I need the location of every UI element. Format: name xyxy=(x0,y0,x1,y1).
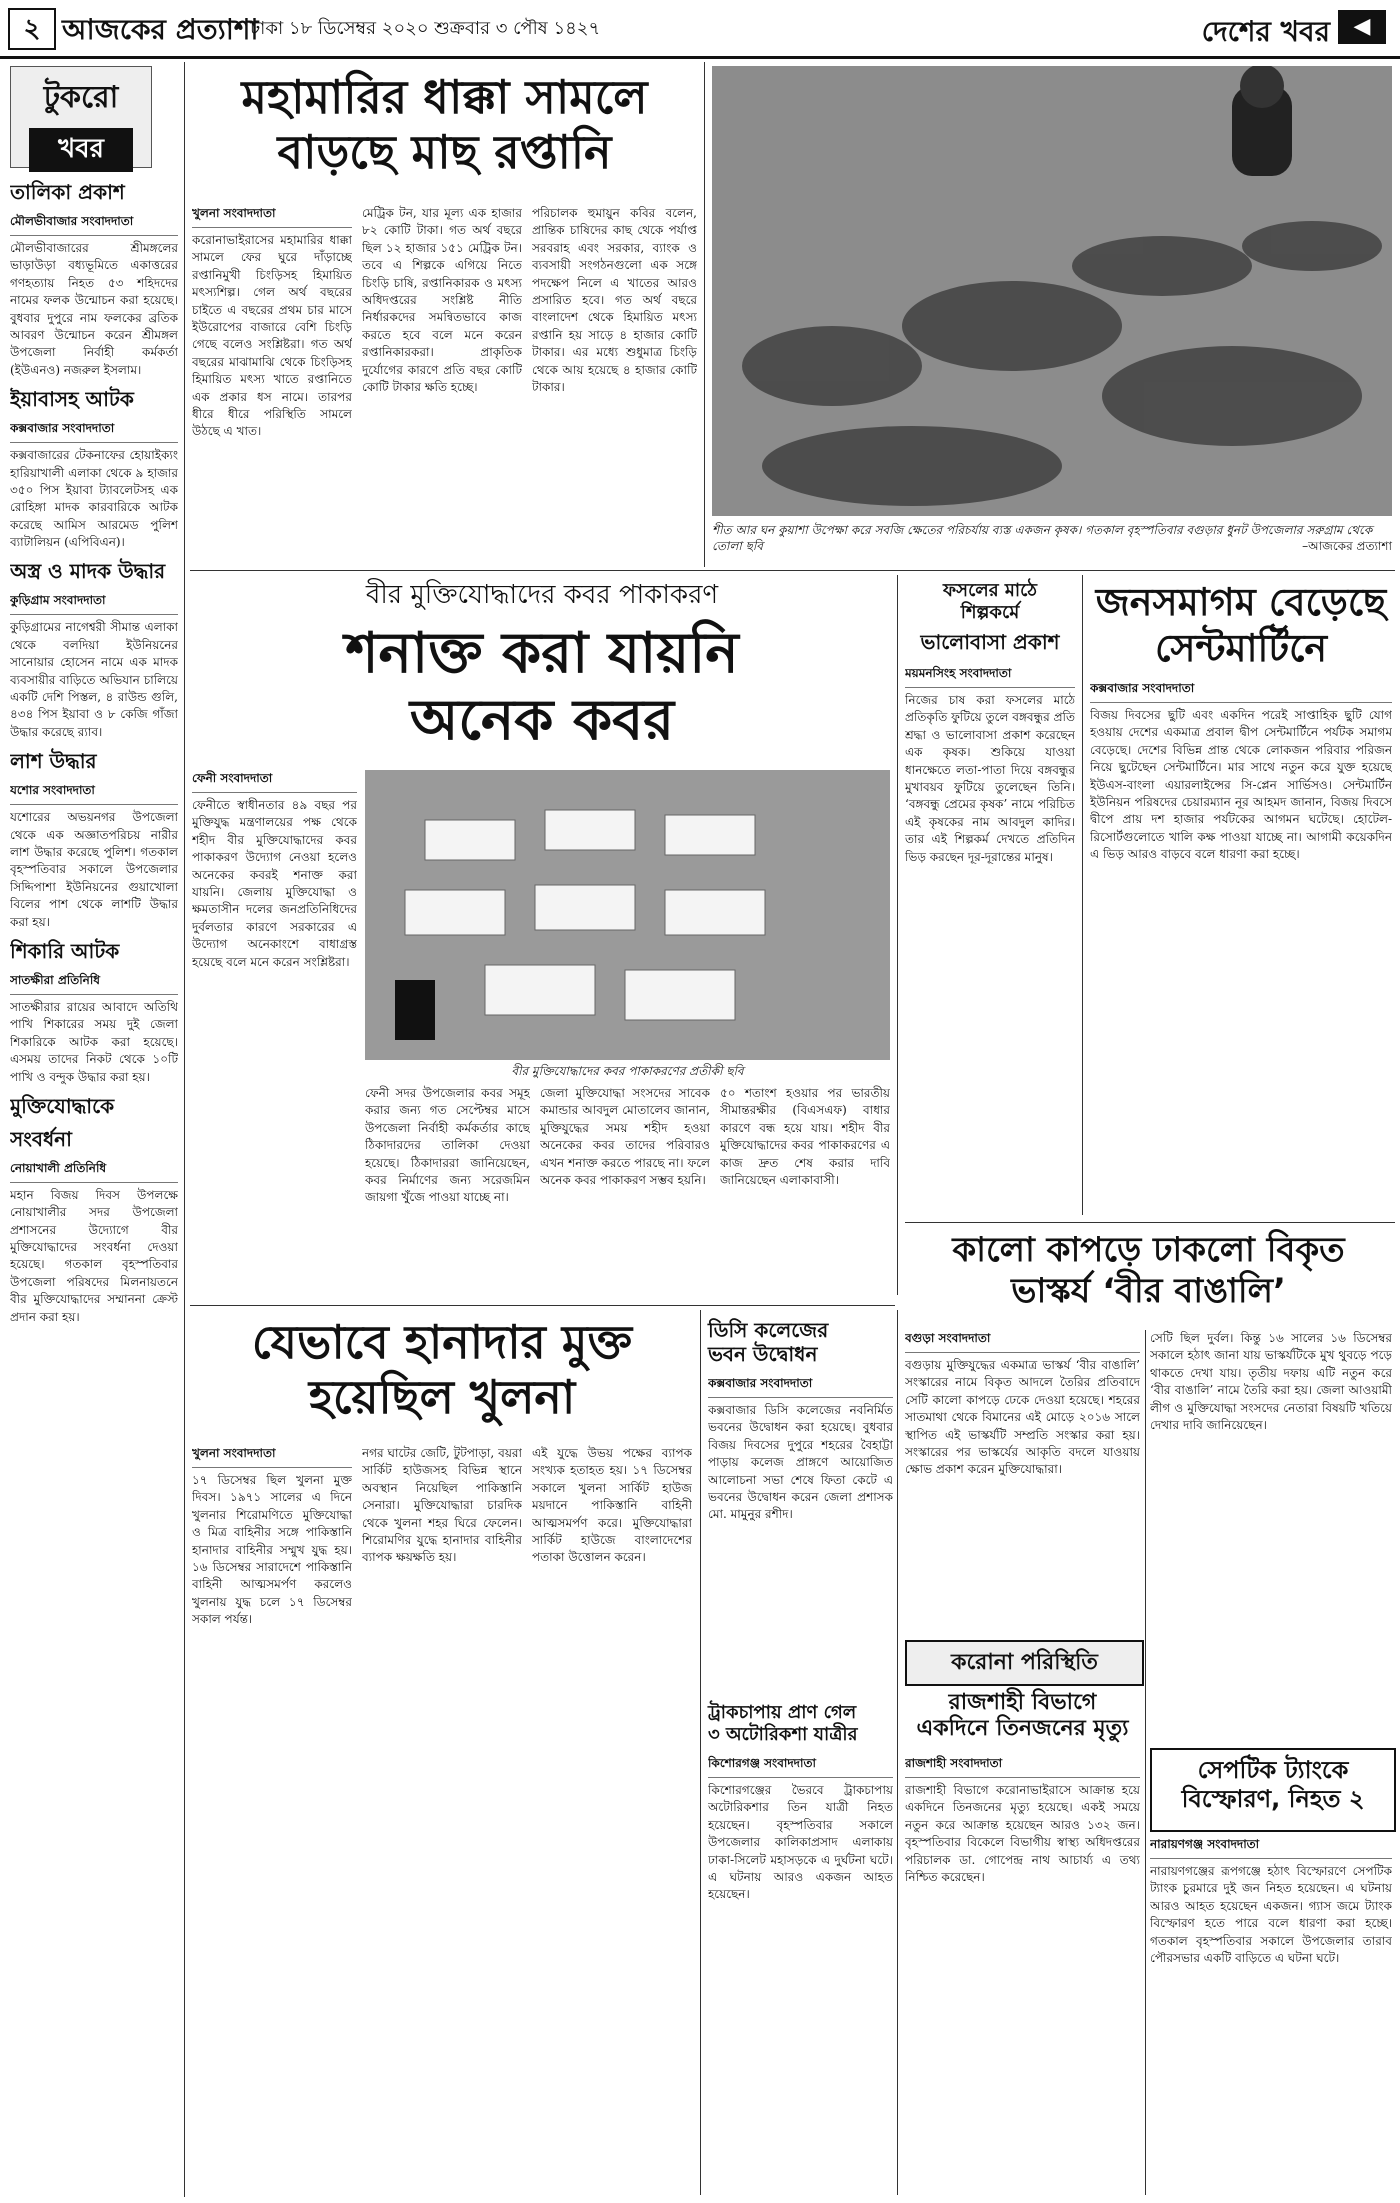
sidebar-news-column xyxy=(10,172,178,2197)
graves-col-1 xyxy=(192,770,357,1300)
sidebar-item-byline: যশোর সংবাদদাতা xyxy=(10,782,178,805)
art-kicker-line1: ফসলের মাঠে xyxy=(943,580,1037,601)
sidebar-item-body: মহান বিজয় দিবস উপলক্ষে নোয়াখালীর সদর উপজেলা প্রশাসনের উদ্যোগে বীর মুক্তিযোদ্ধাদের সংবর্ধনা দেওয়া হয়েছে। গতকাল বৃহস্পতিবার উপজেলা পরিষদের মিলনায়তনে বীর মুক্তিযোদ্ধাদের সম্মাননা ক্রেস্ট প্রদান করা হয়। xyxy=(10,1187,178,1324)
septic-body-column xyxy=(1150,1836,1392,2196)
fish-col-3 xyxy=(532,205,697,560)
bangali-col-1 xyxy=(905,1330,1140,1630)
sidebar-item xyxy=(10,557,178,741)
graves-col-3 xyxy=(540,1085,710,1300)
sidebar-item xyxy=(10,385,178,551)
martin-body: বিজয় দিবসের ছুটি এবং একদিন পরেই সাপ্তাহিক ছুটি যোগ হওয়ায় দেশের একমাত্র প্রবাল দ্বীপ সেন্টমার্টিনে পর্যটক সমাগম বেড়েছে। দেশের বিভিন্ন প্রান্ত থেকে লোকজন পরিবার পরিজন নিয়ে ছুটেছেন সেন্টমার্টিনে। মার সাথে নতুন করে যুক্ত হয়েছে ইউএস-বাংলা এয়ারলাইন্সের সি-প্লেন সার্ভিসও। সেন্টমার্টিন ইউনিয়ন পরিষদের চেয়ারম্যান নূর আহমদ জানান, বিজয় দিবসে দ্বীপে প্রায় দশ হাজার পর্যটকের আগমন ঘটেছে। হোটেল-রিসোর্টগুলোতে খালি কক্ষ পাওয়া যাচ্ছে না। আগামী কয়েকদিন এ ভিড় আরও বাড়বে বলে ধারণা করা হচ্ছে। xyxy=(1090,708,1392,862)
sidebar-item xyxy=(10,747,178,931)
sidebar-item-byline: কুড়িগ্রাম সংবাদদাতা xyxy=(10,592,178,615)
corona-headline-line2: একদিনে তিনজনের মৃত্যু xyxy=(916,1716,1129,1742)
tractor-headline-line1: ট্রাকচাপায় প্রাণ গেল xyxy=(708,1702,857,1723)
bangali-byline: বগুড়া সংবাদদাতা xyxy=(905,1330,1140,1353)
sidebar-item xyxy=(10,1092,178,1326)
sidebar-item-title: মুক্তিযোদ্ধাকে সংবর্ধনা xyxy=(10,1093,115,1151)
graves-headline-line1: শনাক্ত করা যায়নি xyxy=(345,621,739,686)
sidebar-item-title: শিকারি আটক xyxy=(10,938,120,963)
sidebar-item xyxy=(10,178,178,379)
dateline: ঢাকা ১৮ ডিসেম্বর ২০২০ শুক্রবার ৩ পৌষ ১৪২৭ xyxy=(250,18,601,39)
khulna-col-3 xyxy=(532,1445,692,2195)
column-divider xyxy=(700,1310,701,2195)
bangali-body-2: সেটি ছিল দুর্বল। কিন্তু ১৬ সালের ১৬ ডিসেম্বর সকালে হঠাৎ জানা যায় ভাস্কর্যটিকে মুখ থুবড়ে পড়ে থাকতে দেখা যায়। তৃতীয় দফায় এটি নতুন করে ‘বীর বাঙালি’ নামে তৈরি করা হয়। জেলা আওয়ামী লীগ ও মুক্তিযোদ্ধা সংসদের নেতারা বিষয়টি খতিয়ে দেখার দাবি জানিয়েছেন। xyxy=(1150,1331,1392,1432)
sidebar-item-body: মৌলভীবাজারের শ্রীমঙ্গলের ভাড়াউড়া বধ্যভূমিতে একাত্তরের গণহত্যায় নিহত ৫৩ শহিদদের নামের ফলক উন্মোচন করা হয়েছে। বুধবার দুপুরে নাম ফলকের ব্রতিক আবরণ উন্মোচন করেন শ্রীমঙ্গল উপজেলা নির্বাহী কর্মকর্তা (ইউএনও) নজরুল ইসলাম। xyxy=(10,241,178,377)
khulna-body-1: ১৭ ডিসেম্বর ছিল খুলনা মুক্ত দিবস। ১৯৭১ সালের এ দিনে খুলনার শিরোমণিতে মুক্তিযোদ্ধা ও মিত্র বাহিনীর সঙ্গে পাকিস্তানি হানাদার বাহিনীর সম্মুখ যুদ্ধ হয়। ১৬ ডিসেম্বর সারাদেশে পাকিস্তানি বাহিনী আত্মসমর্পণ করলেও খুলনায় যুদ্ধ চলে ১৭ ডিসেম্বর সকাল পর্যন্ত। xyxy=(192,1473,352,1627)
graves-col-4 xyxy=(720,1085,890,1300)
section-divider xyxy=(190,570,1395,571)
fish-headline-line1: মহামারির ধাক্কা সামলে xyxy=(241,70,648,124)
khulna-body-2: নগর ঘাটের জেটি, টুটপাড়া, বয়রা সার্কিট হাউজসহ বিভিন্ন স্থানে অবস্থান নিয়েছিল পাকিস্তানি সেনারা। মুক্তিযোদ্ধারা চারদিক থেকে খুলনা শহর ঘিরে ফেলেন। শিরোমণির যুদ্ধে হানাদার বাহিনীর ব্যাপক ক্ষয়ক্ষতি হয়। xyxy=(362,1446,522,1565)
bangali-col-2 xyxy=(1150,1330,1392,1740)
fish-byline: খুলনা সংবাদদাতা xyxy=(192,205,352,228)
column-divider xyxy=(704,62,705,567)
fish-body-3: পরিচালক হুমায়ুন কবির বলেন, প্রান্তিক চাষিদের কাছ থেকে পর্যাপ্ত সরবরাহ এবং সরকার, ব্যাংক ও ব্যবসায়ী সংগঠনগুলো এক সঙ্গে পদক্ষেপ নিলে এ খাতের আরও প্রসারিত হবে। গত অর্থ বছরে বাংলাদেশ থেকে হিমায়িত মৎস্য রপ্তানি হয় সাড়ে ৪ হাজার কোটি টাকার। এর মধ্যে শুধুমাত্র চিংড়ি থেকে আয় হয়েছে ৪ হাজার কোটি টাকার। xyxy=(532,206,697,394)
sidebar-item-byline: নোয়াখালী প্রতিনিধি xyxy=(10,1160,178,1183)
sidebar-item-body: যশোরের অভয়নগর উপজেলা থেকে এক অজ্ঞাতপরিচয় নারীর লাশ উদ্ধার করেছে পুলিশ। গতকাল বৃহস্পতিবার সকালে উপজেলার সিদ্দিপাশা ইউনিয়নের গুয়াখোলা বিলের পাশ থেকে লাশটি উদ্ধার করা হয়। xyxy=(10,810,178,929)
college-headline-line2: ভবন উদ্বোধন xyxy=(708,1342,818,1366)
graves-kicker: বীর মুক্তিযোদ্ধাদের কবর পাকাকরণ xyxy=(365,580,719,610)
graves-byline: ফেনী সংবাদদাতা xyxy=(192,770,357,793)
tractor-body-column xyxy=(708,1755,893,2195)
martin-body-column xyxy=(1090,680,1392,1215)
sidebar-item-title: ইয়াবাসহ আটক xyxy=(10,387,134,412)
bangali-headline-line2: ভাস্কর্য ‘বীর বাঙালি’ xyxy=(1011,1270,1286,1311)
tractor-byline: কিশোরগঞ্জ সংবাদদাতা xyxy=(708,1755,893,1778)
tukro-khobor-logo xyxy=(10,66,152,168)
column-divider xyxy=(1082,575,1083,1215)
corona-byline: রাজশাহী সংবাদদাতা xyxy=(905,1755,1140,1778)
sidebar-item-title: তালিকা প্রকাশ xyxy=(10,180,125,204)
corona-headline xyxy=(905,1690,1140,1743)
tractor-headline xyxy=(708,1702,893,1745)
tractor-body: কিশোরগঞ্জের ভৈরবে ট্রাকচাপায় অটোরিকশার তিন যাত্রী নিহত হয়েছেন। বৃহস্পতিবার সকালে উপজেলার কালিকাপ্রসাদ এলাকায় ঢাকা-সিলেট মহাসড়কে এ দুর্ঘটনা ঘটে। এ ঘটনায় আরও একজন আহত হয়েছেন। xyxy=(708,1783,893,1902)
college-body-column xyxy=(708,1375,893,1695)
corona-banner-box xyxy=(905,1640,1144,1686)
martin-headline-line1: জনসমাগম বেড়েছে xyxy=(1095,580,1387,624)
column-divider xyxy=(184,62,185,2197)
sidebar-item-byline: কক্সবাজার সংবাদদাতা xyxy=(10,420,178,443)
corona-banner: করোনা পরিস্থিতি xyxy=(951,1650,1098,1675)
tractor-headline-line2: ৩ অটোরিকশা যাত্রীর xyxy=(708,1723,858,1745)
art-body-column xyxy=(905,665,1075,1240)
graves-photo xyxy=(365,770,890,1060)
graves-headline-line2: অনেক কবর xyxy=(409,688,675,754)
sidebar-item-body: কক্সবাজারের টেকনাফের হোয়াইক্যং হারিয়াখালী এলাকা থেকে ৯ হাজার ৩৫০ পিস ইয়াবা ট্যাবলেটসহ এক রোহিঙ্গা মাদক কারবারিকে আটক করেছে আমিস আরমেড পুলিশ ব্যাটালিয়ন (এপিবিএন)। xyxy=(10,448,178,550)
graves-body-1: ফেনীতে স্বাধীনতার ৪৯ বছর পর মুক্তিযুদ্ধ মন্ত্রণালয়ের পক্ষ থেকে শহীদ বীর মুক্তিযোদ্ধাদের কবর পাকাকরণ উদ্যোগ নেওয়া হলেও অনেকের কবরই শনাক্ত করা যায়নি। জেলায় মুক্তিযোদ্ধা ও ক্ষমতাসীন দলের জনপ্রতিনিধিদের দুর্বলতার কারণে সরকারের এ উদ্যোগ অনেকাংশে বাধাগ্রস্ত হয়েছে বলে মনে করেন সংশ্লিষ্টরা। xyxy=(192,798,357,969)
column-divider xyxy=(897,575,898,1295)
graves-photo-illustration xyxy=(365,770,890,1060)
martin-headline-line2: সেন্টমার্টিনে xyxy=(1154,625,1328,670)
fish-col-1 xyxy=(192,205,352,560)
farmer-photo xyxy=(712,66,1392,516)
sidebar-item-body: সাতক্ষীরার রায়ের আবাদে অতিথি পাখি শিকারের সময় দুই জেলা শিকারিকে আটক করা হয়েছে। এসময় তাদের নিকট থেকে ১০টি পাখি ও বন্দুক উদ্ধার করা হয়। xyxy=(10,999,178,1084)
martin-headline xyxy=(1090,580,1392,671)
section-arrow-icon: ◀ xyxy=(1338,10,1386,44)
martin-byline: কক্সবাজার সংবাদদাতা xyxy=(1090,680,1392,703)
septic-headline-box xyxy=(1150,1748,1396,1832)
logo-line2: খবর xyxy=(29,128,133,172)
art-kicker-line2: শিল্পকর্মে xyxy=(960,601,1020,623)
sidebar-item-byline: সাতক্ষীরা প্রতিনিধি xyxy=(10,972,178,995)
graves-body-3: জেলা মুক্তিযোদ্ধা সংসদের সাবেক কমান্ডার আবদুল মোতালেব জানান, মুক্তিযুদ্ধের সময় শহীদ হওয়া অনেকের কবর তাদের পরিবারও এখন শনাক্ত করতে পারছে না। ফলে অনেক কবর পাকাকরণ সম্ভব হয়নি। xyxy=(540,1086,710,1187)
page-number: ২ xyxy=(8,8,56,50)
sidebar-item-byline: মৌলভীবাজার সংবাদদাতা xyxy=(10,213,178,236)
farmer-photo-credit: –আজকের প্রত্যাশা xyxy=(1302,539,1392,554)
fish-headline-line2: বাড়ছে মাছ রপ্তানি xyxy=(277,125,612,180)
farmer-photo-caption xyxy=(712,522,1392,554)
khulna-body-3: এই যুদ্ধে উভয় পক্ষের ব্যাপক সংখ্যক হতাহত হয়। ১৭ ডিসেম্বর সকালে খুলনা সার্কিট হাউজ ময়দানে পাকিস্তানি বাহিনী আত্মসমর্পণ করে। মুক্তিযোদ্ধারা সার্কিট হাউজে বাংলাদেশের পতাকা উত্তোলন করেন। xyxy=(532,1446,692,1565)
art-headline: ভালোবাসা প্রকাশ xyxy=(920,630,1060,654)
khulna-col-2 xyxy=(362,1445,522,2195)
farmer-caption-text: শীত আর ঘন কুয়াশা উপেক্ষা করে সবজি ক্ষেতের পরিচর্যায় ব্যস্ত একজন কৃষক। গতকাল বৃহস্পতিবার বগুড়ার ধুনট উপজেলার সরুগ্রাম থেকে তোলা ছবি xyxy=(712,523,1373,554)
septic-body: নারায়ণগঞ্জের রূপগঞ্জে হঠাৎ বিস্ফোরণে সেপটিক ট্যাংক চুরমারে দুই জন নিহত হয়েছেন। এ ঘটনায় আরও আহত হয়েছেন একজন। গ্যাস জমে ট্যাংক বিস্ফোরণ হতে পারে বলে ধারণা করা হচ্ছে। গতকাল বৃহস্পতিবার সকালে উপজেলার তারাব পৌরসভার একটি বাড়িতে এ ঘটনা ঘটে। xyxy=(1150,1864,1392,1965)
sidebar-item-title: অস্ত্র ও মাদক উদ্ধার xyxy=(10,559,166,584)
section-title: দেশের খবর xyxy=(1201,15,1330,48)
graves-photo-caption: বীর মুক্তিযোদ্ধাদের কবর পাকাকরণের প্রতীকী ছবি xyxy=(511,1064,744,1078)
column-divider xyxy=(1145,1330,1146,2195)
masthead: আজকের প্রত্যাশা xyxy=(62,13,259,46)
sidebar-item-title: লাশ উদ্ধার xyxy=(10,749,97,774)
fish-body-2: মেট্রিক টন, যার মূল্য এক হাজার ৮২ কোটি টাকা। গত অর্থ বছরে ছিল ১২ হাজার ১৫১ মেট্রিক টন। তবে এ শিল্পকে এগিয়ে নিতে চিংড়ি চাষি, রপ্তানিকারক ও মৎস্য অধিদপ্তরের সংশ্লিষ্ট নীতি নির্ধারকদের সমন্বিতভাবে কাজ করতে হবে বলে মনে করেন রপ্তানিকারকরা। প্রাকৃতিক দুর্যোগের কারণে প্রতি বছর কোটি কোটি টাকার ক্ষতি হচ্ছে। xyxy=(362,206,522,394)
khulna-headline-line2: হয়েছিল খুলনা xyxy=(308,1370,576,1425)
graves-headline xyxy=(192,620,892,754)
fish-col-2 xyxy=(362,205,522,560)
khulna-headline-line1: যেভাবে হানাদার মুক্ত xyxy=(251,1315,633,1369)
septic-byline: নারায়ণগঞ্জ সংবাদদাতা xyxy=(1150,1836,1392,1859)
college-headline-line1: ডিসি কলেজের xyxy=(708,1318,829,1342)
section-divider xyxy=(190,1305,895,1306)
khulna-byline: খুলনা সংবাদদাতা xyxy=(192,1445,352,1468)
bangali-headline-line1: কালো কাপড়ে ঢাকলো বিকৃত xyxy=(952,1230,1345,1270)
khulna-headline xyxy=(192,1315,692,1425)
fish-body-1: করোনাভাইরাসের মহামারির ধাক্কা সামলে ফের ঘুরে দাঁড়াচ্ছে রপ্তানিমুখী চিংড়িসহ হিমায়িত মৎস্যশিল্প। গেল অর্থ বছরের চাইতে এ বছরের প্রথম চার মাসে ইউরোপের বাজারে বেশি চিংড়ি গেছে বলেও সংশ্লিষ্টরা। গত অর্থ বছরের মাঝামাঝি থেকে চিংড়িসহ হিমায়িত মৎস্য খাতে রপ্তানিতে এক প্রকার ধস নামে। তারপর ধীরে ধীরে পরিস্থিতি সামলে উঠছে এ খাত। xyxy=(192,233,352,439)
corona-body: রাজশাহী বিভাগে করোনাভাইরাসে আক্রান্ত হয়ে একদিনে তিনজনের মৃত্যু হয়েছে। একই সময়ে নতুন করে আক্রান্ত হয়েছেন আরও ১৩২ জন। বৃহস্পতিবার বিকেলে বিভাগীয় স্বাস্থ্য অধিদপ্তরের পরিচালক ডা. গোপেন্দ্র নাথ আচার্য্য এ তথ্য নিশ্চিত করেছেন। xyxy=(905,1783,1140,1884)
corona-headline-line1: রাজশাহী বিভাগে xyxy=(948,1690,1097,1715)
college-headline xyxy=(708,1318,893,1366)
bangali-body-1: বগুড়ায় মুক্তিযুদ্ধের একমাত্র ভাস্কর্য ‘বীর বাঙালি’ সংস্কারের নামে বিকৃত আদলে তৈরির প্রতিবাদে সেটি কালো কাপড়ে ঢেকে দেওয়া হয়েছে। শহরের সাতমাথা থেকে বিমানের এই মোড়ে ২০১৬ সালে স্থাপিত এই ভাস্কর্যটি সম্প্রতি সংস্কার করা হয়। সংস্কারের পর ভাস্কর্যের আকৃতি বদলে যাওয়ায় ক্ষোভ প্রকাশ করেন মুক্তিযোদ্ধারা। xyxy=(905,1358,1140,1477)
bangali-headline xyxy=(905,1230,1392,1312)
graves-body-2: ফেনী সদর উপজেলার কবর সমূহ করার জন্য গত সেপ্টেম্বর মাসে উপজেলা নির্বাহী কর্মকর্তার কাছে ঠিকাদারদের তালিকা দেওয়া হয়েছে। ঠিকাদাররা জানিয়েছেন, কবর নির্মাণের জন্য সরেজমিন জায়গা খুঁজে পাওয়া যাচ্ছে না। xyxy=(365,1086,530,1205)
art-byline: ময়মনসিংহ সংবাদদাতা xyxy=(905,665,1075,688)
column-divider xyxy=(897,1310,898,2195)
khulna-col-1 xyxy=(192,1445,352,2195)
corona-body-column xyxy=(905,1755,1140,2195)
farmer-photo-illustration xyxy=(712,66,1392,516)
sidebar-item xyxy=(10,937,178,1086)
graves-body-4: ৫০ শতাংশ হওয়ার পর ভারতীয় সীমান্তরক্ষীর (বিএসএফ) বাধার কারণে বন্ধ হয়ে যায়। শহীদ বীর মুক্তিযোদ্ধাদের কবর পাকাকরণের এ কাজ দ্রুত শেষ করার দাবি জানিয়েছেন এলাকাবাসী। xyxy=(720,1086,890,1187)
college-byline: কক্সবাজার সংবাদদাতা xyxy=(708,1375,893,1398)
logo-line1: টুকরো xyxy=(43,80,119,115)
art-body: নিজের চাষ করা ফসলের মাঠে প্রতিকৃতি ফুটিয়ে তুলে বঙ্গবন্ধুর প্রতি শ্রদ্ধা ও ভালোবাসা প্রকাশ করেছেন এক কৃষক। শুকিয়ে যাওয়া ধানক্ষেতে লতা-পাতা দিয়ে বঙ্গবন্ধুর মুখাবয়ব ফুটিয়ে তুলেছেন তিনি। ‘বঙ্গবন্ধু প্রেমের কৃষক’ নামে পরিচিত এই কৃষকের নাম আবদুল কাদির। তার এই শিল্পকর্ম দেখতে প্রতিদিন ভিড় করছেন দূর-দূরান্তের মানুষ। xyxy=(905,693,1075,864)
septic-headline-line2: বিস্ফোরণ, নিহত ২ xyxy=(1181,1784,1365,1813)
art-kicker xyxy=(905,580,1075,623)
fish-headline xyxy=(192,70,697,180)
college-body: কক্সবাজার ডিসি কলেজের নবনির্মিত ভবনের উদ্বোধন করা হয়েছে। বুধবার বিজয় দিবসের দুপুরে শহরের বৈহাট্টা পাড়ায় কলেজ প্রাঙ্গণে আয়োজিত আলোচনা সভা শেষে ফিতা কেটে এ ভবনের উদ্বোধন করেন জেলা প্রশাসক মো. মামুনুর রশীদ। xyxy=(708,1403,893,1522)
septic-headline-line1: সেপটিক ট্যাংকে xyxy=(1197,1756,1349,1784)
graves-col-2 xyxy=(365,1085,530,1300)
section-divider xyxy=(905,1222,1395,1223)
sidebar-item-body: কুড়িগ্রামের নাগেশ্বরী সীমান্ত এলাকা থেকে বলদিয়া ইউনিয়নের সানোয়ার হোসেন নামে এক মাদক ব্যবসায়ীর বাড়িতে অভিযান চালিয়ে একটি দেশি পিস্তল, ৪ রাউন্ড গুলি, ৪৩৪ পিস ইয়াবা ও ৮ কেজি গাঁজা উদ্ধার করেছে র‌্যাব। xyxy=(10,620,178,739)
